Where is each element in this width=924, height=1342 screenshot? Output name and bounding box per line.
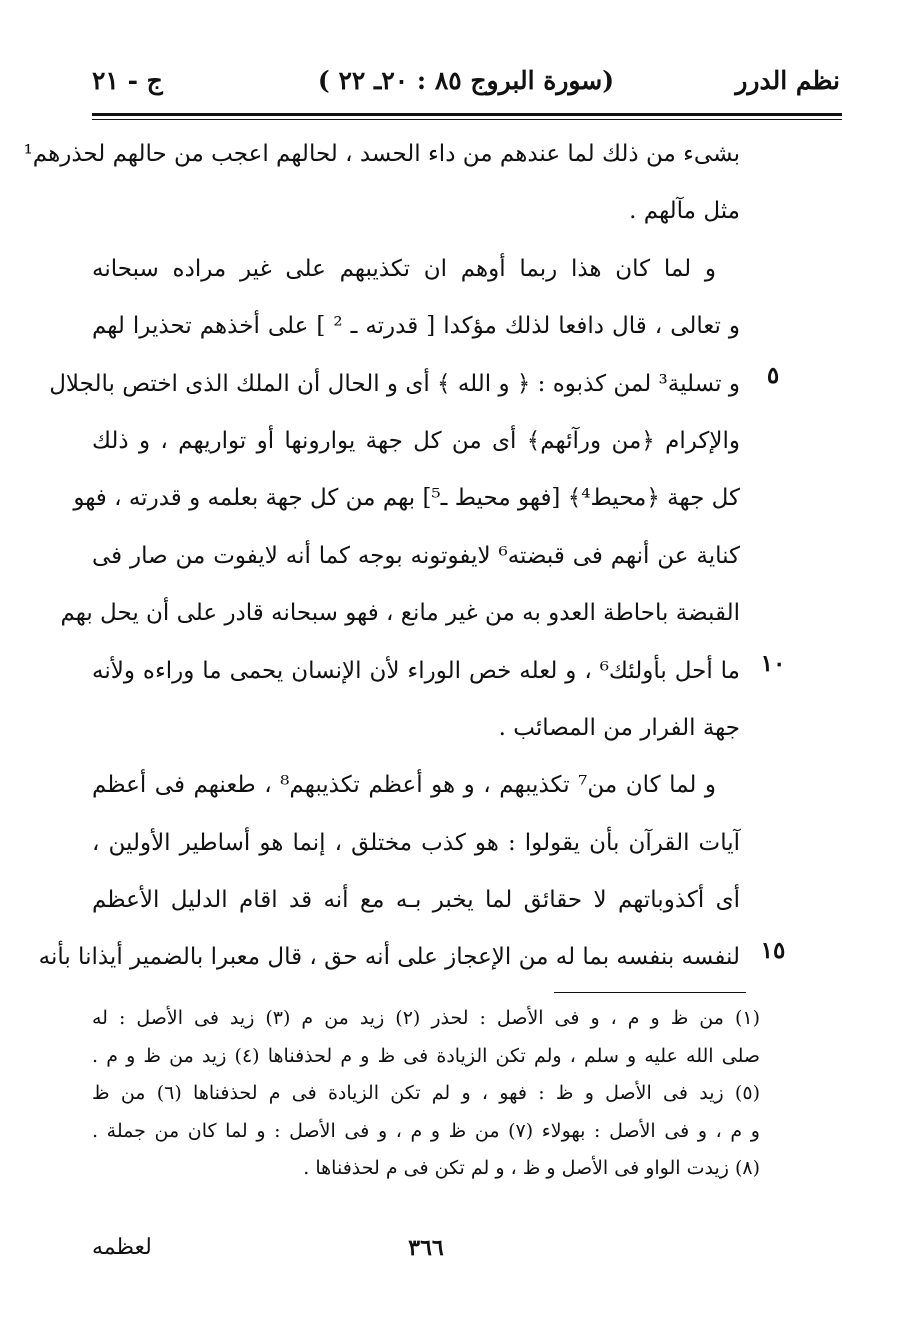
page-footer xyxy=(92,1235,760,1265)
text-line: و لما كان من⁷ تكذيبهم ، و هو أعظم تكذيبهم⁸ ، طعنهم فى أعظم xyxy=(92,772,716,799)
text-line: جهة الفرار من المصائب . xyxy=(498,714,740,741)
running-header xyxy=(92,60,840,102)
text-line: ما أحل بأولئك⁶ ، و لعله خص الوراء لأن الإنسان يحمى ما وراءه ولأنه xyxy=(92,657,740,684)
text-line: و لما كان هذا ربما أوهم ان تكذيبهم على غير مراده سبحانه xyxy=(92,255,716,282)
text-line: لنفسه بنفسه بما له من الإعجاز على أنه حق ، قال معبرا بالضمير أيذانا بأنه xyxy=(38,944,740,971)
text-line: و تعالى ، قال دافعا لذلك مؤكدا [ قدرته ـ ² ] على أخذهم تحذيرا لهم xyxy=(92,313,740,340)
footnote-line: (١) من ظ و م ، و فى الأصل : لحذر (٢) زيد من م (٣) زيد فى الأصل : له xyxy=(92,1007,760,1029)
text-line: والإكرام ﴿من ورآئهم﴾ أى من كل جهة يوارونها أو تواريهم ، و ذلك xyxy=(92,427,740,454)
footnote-line: (٥) زيد فى الأصل و ظ : فهو ، و لم تكن الزيادة فى م لحذفناها (٦) من ظ xyxy=(92,1082,760,1104)
footnote-line: و م ، و فى الأصل : بهولاء (٧) من ظ و م ، و فى الأصل : و لما كان من جملة . xyxy=(92,1119,760,1142)
surah-reference: (سورة البروج ٨٥ : ٢٠ـ ٢٢ ) xyxy=(317,66,615,95)
text-line: أى أكذوباتهم لا حقائق لما يخبر بـه مع أنه قد اقام الدليل الأعظم xyxy=(92,887,740,914)
text-line: مثل مآلهم . xyxy=(629,198,740,225)
text-line: القبضة باحاطة العدو به من غير مانع ، فهو سبحانه قادر على أن يحل بهم xyxy=(60,600,740,627)
footnotes xyxy=(92,1000,760,1188)
header-rule-thin xyxy=(92,119,842,120)
volume-number: ج - ٢١ xyxy=(92,66,163,95)
footnote-separator xyxy=(554,992,746,993)
text-line: بشىء من ذلك لما عندهم من داء الحسد ، لحالهم اعجب من حالهم لحذرهم¹ xyxy=(23,141,740,167)
header-rule-thick xyxy=(92,113,842,116)
footnote-line: صلى الله عليه و سلم ، ولم تكن الزيادة فى ظ و م لحذفناها (٤) زيد من ظ و م . xyxy=(92,1044,760,1067)
catchword: لعظمه xyxy=(92,1235,152,1260)
text-line: آيات القرآن بأن يقولوا : هو كذب مختلق ، إنما هو أساطير الأولين ، xyxy=(92,829,740,856)
page-number: ٣٦٦ xyxy=(408,1235,444,1261)
line-number-5: ٥ xyxy=(766,362,780,389)
line-number-15: ١٥ xyxy=(760,937,786,964)
text-line: كناية عن أنهم فى قبضته⁶ لايفوتونه بوجه كما أنه لايفوت من صار فى xyxy=(92,542,740,569)
line-number-10: ١٠ xyxy=(760,650,786,677)
main-text xyxy=(23,126,740,987)
text-line: كل جهة ﴿محيط⁴﴾ [فهو محيط ـ⁵] بهم من كل جهة بعلمه و قدرته ، فهو xyxy=(73,485,740,512)
text-line: و تسلية³ لمن كذبوه : ﴿ و الله ﴾ أى و الحال أن الملك الذى اختص بالجلال xyxy=(49,370,740,397)
footnote-line: (٨) زيدت الواو فى الأصل و ظ ، و لم تكن فى م لحذفناها . xyxy=(303,1157,760,1179)
book-title: نظم الدرر xyxy=(735,66,840,95)
